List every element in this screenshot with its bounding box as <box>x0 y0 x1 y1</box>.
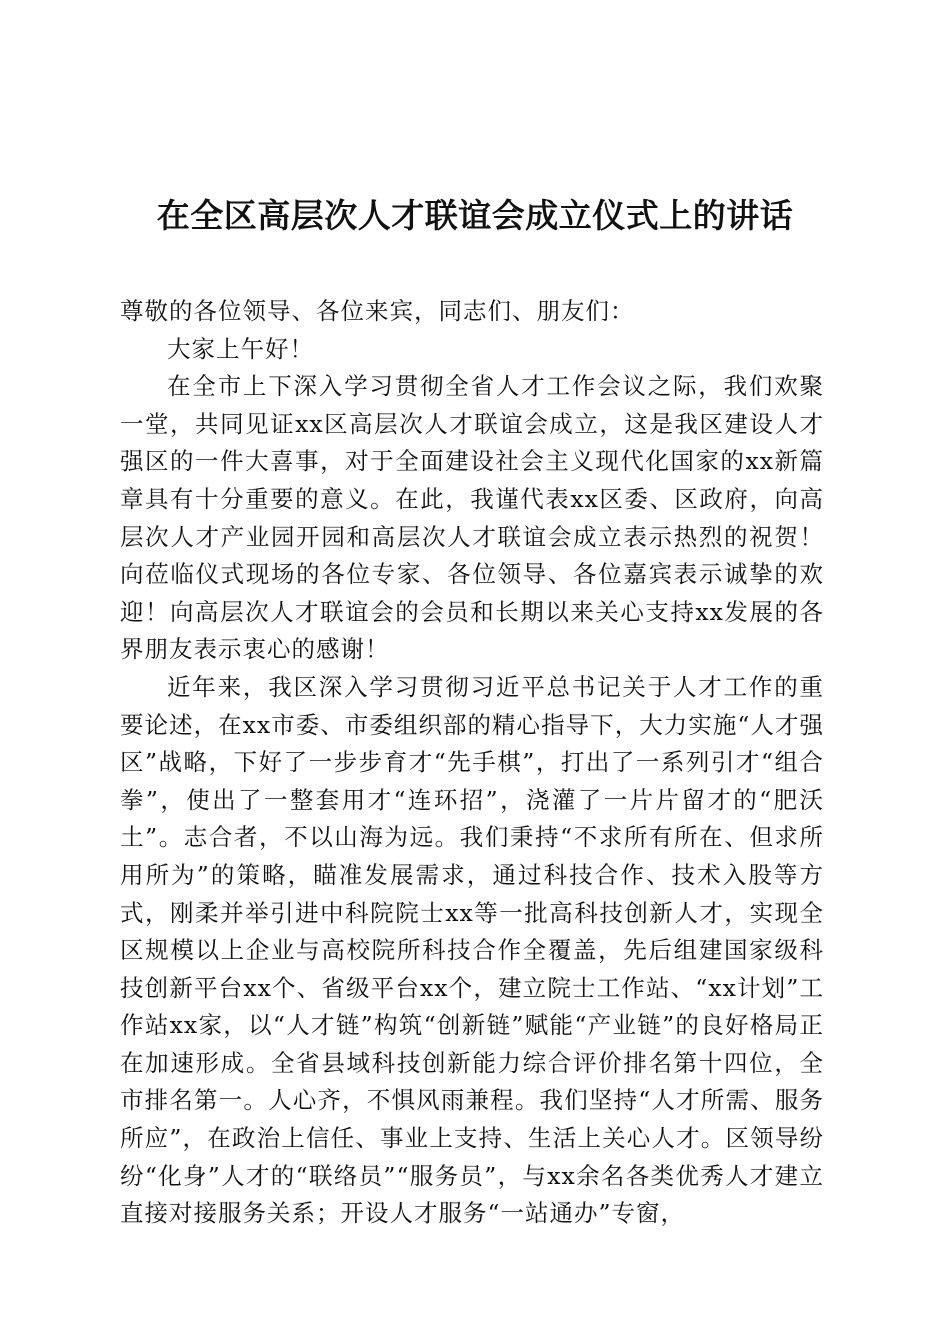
body-paragraph: 近年来，我区深入学习贯彻习近平总书记关于人才工作的重要论述，在xx市委、市委组织部的精心指导下，大力实施“人才强区”战略，下好了一步步育才“先手棋”，打出了一系列引才“组合拳”，使出了一整套用才“连环招”，浇灌了一片片留才的“肥沃土”。志合者，不以山海为远。我们秉持“不求所有所在、但求所用所为”的策略，瞄准发展需求，通过科技合作、技术入股等方式，刚柔并举引进中科院院士xx等一批高科技创新人才，实现全区规模以上企业与高校院所科技合作全覆盖，先后组建国家级科技创新平台xx个、省级平台xx个，建立院士工作站、“xx计划”工作站xx家，以“人才链”构筑“创新链”赋能“产业链”的良好格局正在加速形成。全省县域科技创新能力综合评价排名第十四位，全市排名第一。人心齐，不惧风雨兼程。我们坚持“人才所需、服务所应”，在政治上信任、事业上支持、生活上关心人才。区领导纷纷“化身”人才的“联络员”“服务员”，与xx余名各类优秀人才建立直接对接服务关系；开设人才服务“一站通办”专窗， <box>120 672 824 1228</box>
salutation-line: 尊敬的各位领导、各位来宾，同志们、朋友们： <box>120 297 635 325</box>
body-paragraph: 在全市上下深入学习贯彻全省人才工作会议之际，我们欢聚一堂，共同见证xx区高层次人才联谊会成立，这是我区建设人才强区的一件大喜事，对于全面建设社会主义现代化国家的xx新篇章具有十分重要的意义。在此，我谨代表xx区委、区政府，向高层次人才产业园开园和高层次人才联谊会成立表示热烈的祝贺！向莅临仪式现场的各位专家、各位领导、各位嘉宾表示诚挚的欢迎！向高层次人才联谊会的会员和长期以来关心支持xx发展的各界朋友表示衷心的感谢！ <box>120 372 824 664</box>
document-title: 在全区高层次人才联谊会成立仪式上的讲话 <box>156 196 794 235</box>
greeting-line: 大家上午好！ <box>167 334 314 363</box>
document-body <box>120 293 824 1233</box>
